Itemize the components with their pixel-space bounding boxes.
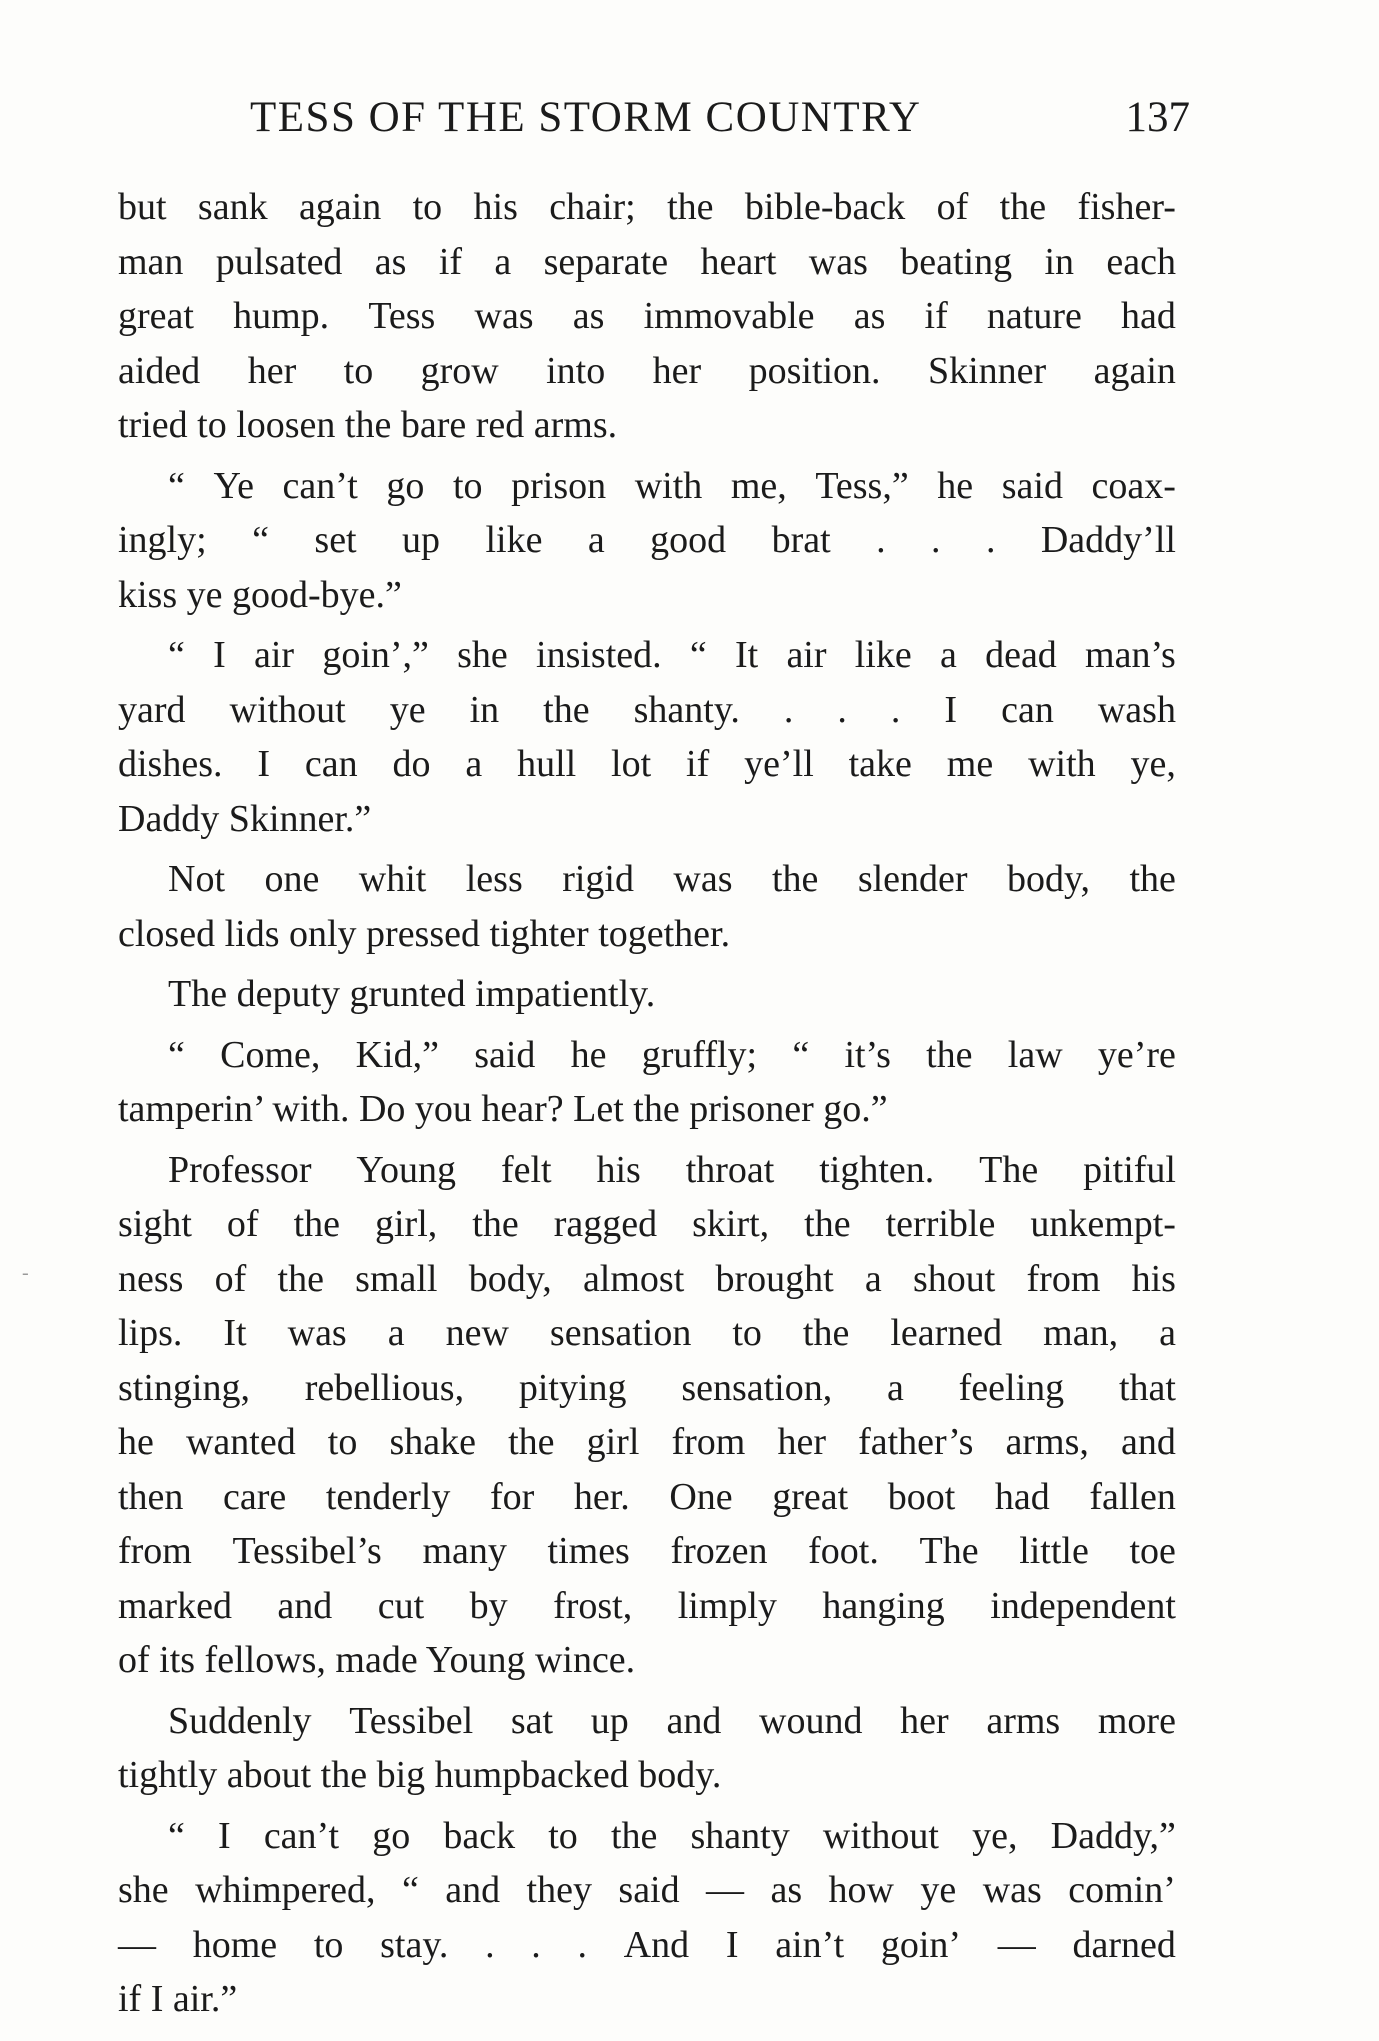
running-title: TESS OF THE STORM COUNTRY bbox=[250, 94, 922, 141]
text-line: — home to stay. . . . And I ain’t goin’ — darned bbox=[118, 1923, 1176, 1966]
body-text bbox=[118, 180, 1176, 2027]
text-line: ness of the small body, almost brought a shout from his bbox=[118, 1257, 1176, 1300]
paragraph bbox=[118, 459, 1176, 623]
text-line: “ Ye can’t go to prison with me, Tess,” he said coax- bbox=[168, 464, 1176, 507]
paragraph bbox=[118, 1694, 1176, 1803]
text-line: but sank again to his chair; the bible-back of the fisher- bbox=[118, 186, 1176, 228]
text-line: Professor Young felt his throat tighten. The pitiful bbox=[168, 1148, 1176, 1191]
text-line: she whimpered, “ and they said — as how ye was comin’ bbox=[118, 1869, 1176, 1911]
text-line: dishes. I can do a hull lot if ye’ll take me with ye, bbox=[118, 743, 1176, 785]
paragraph bbox=[118, 852, 1176, 961]
text-line: then care tenderly for her. One great boot had fallen bbox=[118, 1475, 1176, 1518]
text-line: tried to loosen the bare red arms. bbox=[118, 404, 618, 446]
text-line: Not one whit less rigid was the slender body, the bbox=[168, 858, 1176, 900]
paragraph bbox=[118, 1028, 1176, 1137]
text-line: great hump. Tess was as immovable as if nature had bbox=[118, 295, 1176, 337]
margin-speck: - bbox=[22, 1262, 29, 1284]
paragraph bbox=[118, 967, 1176, 1022]
text-line: “ I can’t go back to the shanty without ye, Daddy,” bbox=[168, 1814, 1176, 1857]
text-line: sight of the girl, the ragged skirt, the terrible unkempt- bbox=[118, 1203, 1176, 1245]
text-line: kiss ye good-bye.” bbox=[118, 573, 402, 616]
page-header bbox=[250, 88, 1190, 148]
text-line: Daddy Skinner.” bbox=[118, 797, 372, 840]
text-line: aided her to grow into her position. Skinner again bbox=[118, 349, 1176, 392]
text-line: closed lids only pressed tighter together. bbox=[118, 912, 731, 955]
text-line: stinging, rebellious, pitying sensation, a feeling that bbox=[118, 1366, 1176, 1409]
text-line: Suddenly Tessibel sat up and wound her arms more bbox=[168, 1699, 1176, 1742]
text-line: ingly; “ set up like a good brat . . . Daddy’ll bbox=[118, 519, 1176, 561]
text-line: tamperin’ with. Do you hear? Let the prisoner go.” bbox=[118, 1088, 888, 1130]
page-number: 137 bbox=[1125, 94, 1190, 141]
text-line: yard without ye in the shanty. . . . I can wash bbox=[118, 688, 1176, 731]
text-line: “ Come, Kid,” said he gruffly; “ it’s the law ye’re bbox=[168, 1033, 1176, 1076]
text-line: lips. It was a new sensation to the learned man, a bbox=[118, 1312, 1176, 1354]
paragraph bbox=[118, 1143, 1176, 1688]
text-line: if I air.” bbox=[118, 1978, 238, 2020]
text-line: from Tessibel’s many times frozen foot. The little toe bbox=[118, 1530, 1176, 1572]
text-line: marked and cut by frost, limply hanging independent bbox=[118, 1584, 1176, 1627]
text-line: “ I air goin’,” she insisted. “ It air like a dead man’s bbox=[168, 634, 1176, 676]
text-line: man pulsated as if a separate heart was beating in each bbox=[118, 240, 1176, 283]
paragraph bbox=[118, 1809, 1176, 2027]
text-line: of its fellows, made Young wince. bbox=[118, 1639, 636, 1681]
paragraph bbox=[118, 180, 1176, 453]
text-line: tightly about the big humpbacked body. bbox=[118, 1754, 722, 1796]
text-line: The deputy grunted impatiently. bbox=[168, 973, 656, 1015]
text-line: he wanted to shake the girl from her father’s arms, and bbox=[118, 1421, 1176, 1463]
paragraph bbox=[118, 628, 1176, 846]
